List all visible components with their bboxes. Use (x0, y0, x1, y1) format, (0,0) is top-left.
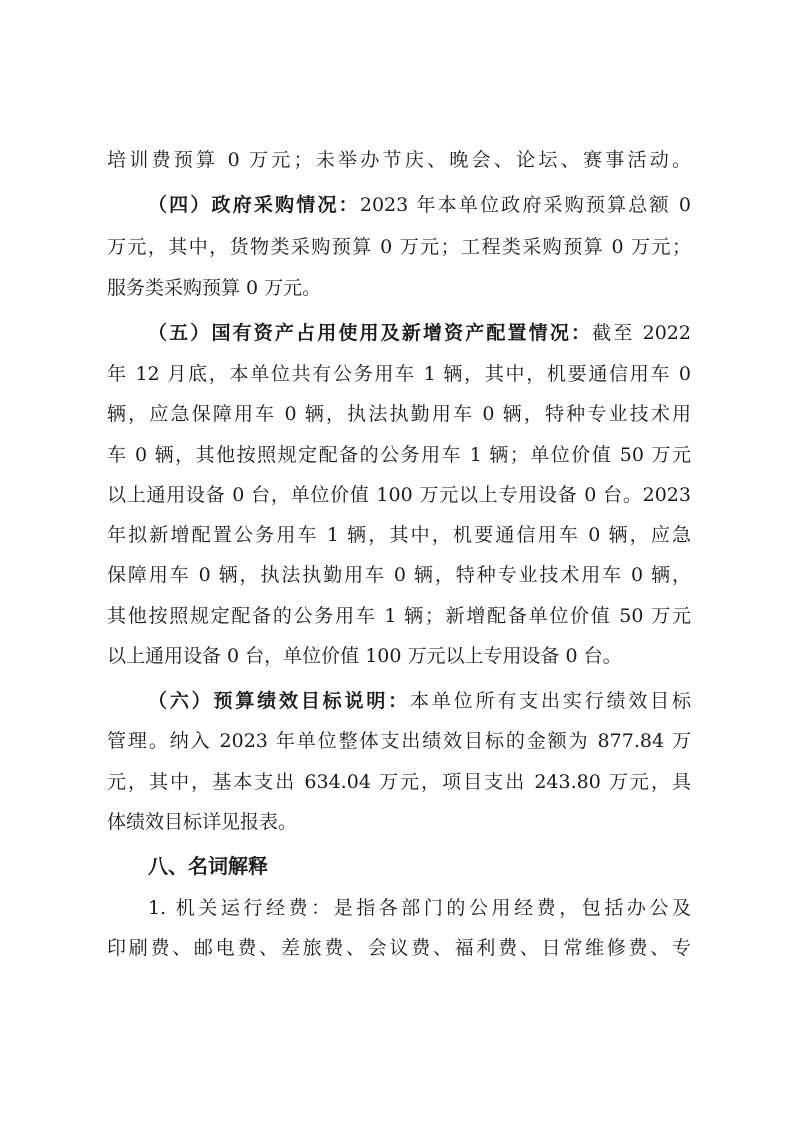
paragraph-line (148, 893, 691, 923)
line-text: 服务类采购预算 0 万元。 (107, 277, 322, 299)
line-text: 本单位所有支出实行绩效目标 (410, 690, 691, 712)
line-text: 培训费预算 0 万元；未举办节庆、晚会、论坛、赛事活动。 (107, 149, 691, 171)
paragraph-line (107, 726, 691, 756)
line-text: 保障用车 0 辆，执法执勤用车 0 辆，特种专业技术用车 0 辆， (107, 564, 691, 586)
section-label: （五）国有资产占用使用及新增资产配置情况： (148, 322, 593, 344)
section-label: （四）政府采购情况： (148, 194, 360, 216)
heading-text: 八、名词解释 (148, 854, 268, 878)
line-text: 以上通用设备 0 台，单位价值 100 万元以上专用设备 0 台。2023 (107, 484, 691, 506)
line-text: 管理。纳入 2023 年单位整体支出绩效目标的金额为 877.84 万 (107, 730, 691, 752)
paragraph-line (107, 359, 691, 389)
line-text: 截至 2022 (592, 322, 691, 344)
paragraph-line (107, 145, 691, 175)
paragraph-line (107, 641, 691, 671)
paragraph-line (107, 520, 691, 550)
paragraph-line (107, 601, 691, 631)
paragraph-line (107, 440, 691, 470)
line-text: 以上通用设备 0 台，单位价值 100 万元以上专用设备 0 台。 (107, 645, 622, 667)
paragraph-line (107, 480, 691, 510)
paragraph-line (107, 399, 691, 429)
line-text: 2023 年本单位政府采购预算总额 0 (359, 194, 691, 216)
line-text: 元，其中，基本支出 634.04 万元，项目支出 243.80 万元，具 (107, 771, 691, 793)
line-text: 万元，其中，货物类采购预算 0 万元；工程类采购预算 0 万元； (107, 236, 691, 258)
paragraph-line (107, 933, 691, 963)
line-text: 其他按照规定配备的公务用车 1 辆；新增配备单位价值 50 万元 (107, 605, 691, 627)
line-text: 车 0 辆，其他按照规定配备的公务用车 1 辆；单位价值 50 万元 (107, 444, 691, 466)
line-text: 辆，应急保障用车 0 辆，执法执勤用车 0 辆，特种专业技术用 (107, 403, 691, 425)
line-text: 体绩效目标详见报表。 (107, 811, 298, 833)
line-text: 年拟新增配置公务用车 1 辆，其中，机要通信用车 0 辆，应急 (107, 524, 691, 546)
paragraph-line (107, 807, 691, 837)
section-heading-procurement (148, 190, 691, 220)
section-label: （六）预算绩效目标说明： (148, 690, 410, 712)
paragraph-line (107, 273, 691, 303)
section-heading-assets (148, 318, 691, 348)
line-text: 年 12 月底，本单位共有公务用车 1 辆，其中，机要通信用车 0 (107, 363, 691, 385)
paragraph-line (107, 767, 691, 797)
section-heading-performance (148, 686, 691, 716)
paragraph-line (107, 232, 691, 262)
paragraph-line (107, 560, 691, 590)
line-text: 印刷费、邮电费、差旅费、会议费、福利费、日常维修费、专 (107, 937, 691, 959)
line-text: 1. 机关运行经费：是指各部门的公用经费，包括办公及 (148, 897, 691, 919)
section-heading-glossary (148, 851, 691, 881)
